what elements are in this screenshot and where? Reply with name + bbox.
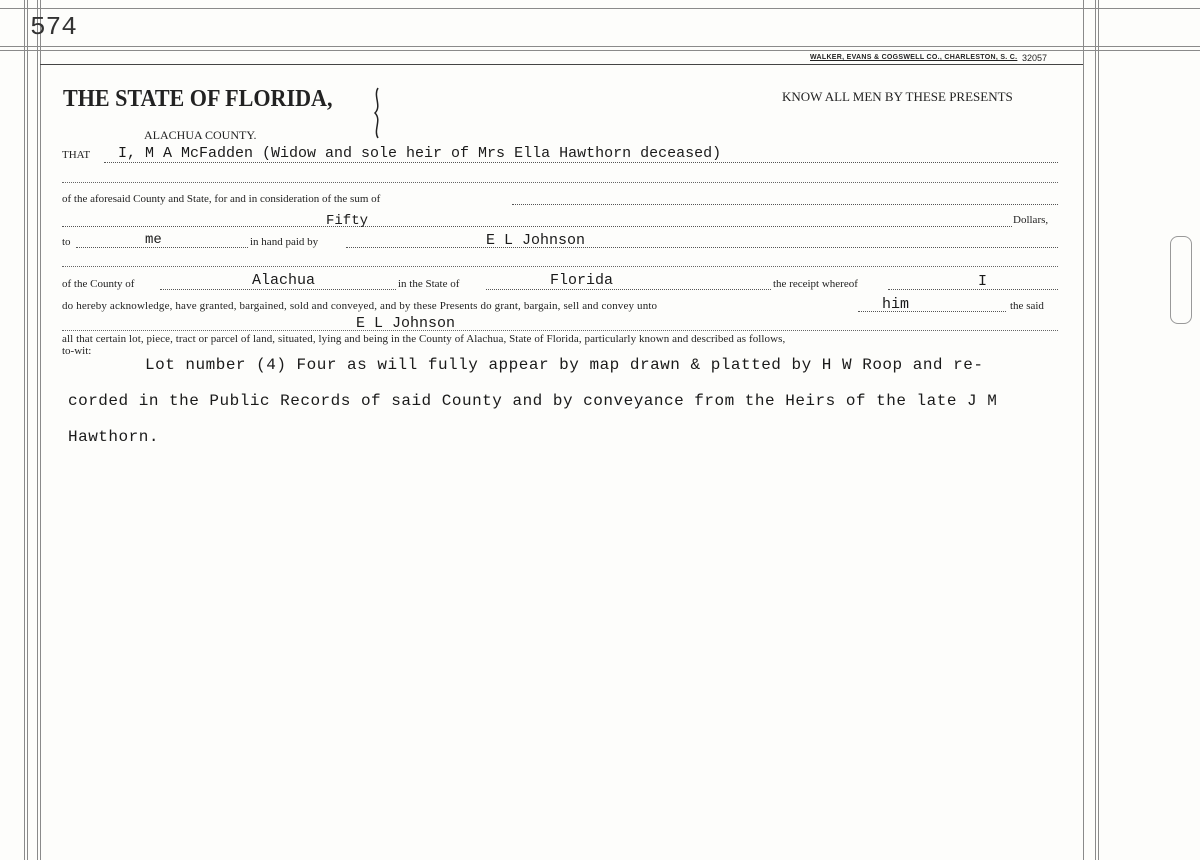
fill-line — [858, 311, 1006, 312]
printer-imprint: WALKER, EVANS & COGSWELL CO., CHARLESTON, S. C. — [810, 54, 1018, 61]
fill-line — [62, 226, 1012, 227]
margin-line — [1098, 0, 1099, 860]
parcel-text: all that certain lot, piece, tract or parcel of land, situated, lying and being in the County of Alachua, State of Florida, particularly known and described as follows, — [62, 333, 786, 345]
margin-line — [1095, 0, 1096, 860]
fill-line — [346, 247, 1058, 248]
binder-tab — [1170, 236, 1192, 324]
margin-line — [27, 0, 28, 860]
the-said-label: the said — [1010, 300, 1044, 312]
know-all-heading: KNOW ALL MEN BY THESE PRESENTS — [782, 89, 1013, 104]
to-label: to — [62, 236, 71, 248]
in-hand-label: in hand paid by — [250, 236, 319, 248]
margin-line — [40, 0, 41, 860]
that-label: THAT — [62, 149, 91, 161]
document-title: THE STATE OF FLORIDA, — [63, 86, 333, 112]
margin-line — [1083, 0, 1084, 860]
description-line: Hawthorn. — [68, 428, 159, 446]
fill-line — [160, 289, 396, 290]
receipt-value: I — [978, 273, 988, 290]
county-label: ALACHUA COUNTY. — [144, 128, 257, 142]
paid-by-value: E L Johnson — [486, 232, 586, 249]
blank-line — [62, 266, 1058, 267]
margin-line — [24, 0, 25, 860]
grantor-name: I, M A McFadden (Widow and sole heir of Mrs Ella Hawthorn deceased) — [118, 145, 722, 162]
receipt-label: the receipt whereof — [773, 278, 858, 290]
fill-line — [76, 247, 248, 248]
convey-to-value: him — [882, 296, 910, 313]
fill-line — [888, 289, 1058, 290]
to-wit-label: to-wit: — [62, 345, 92, 357]
top-rule — [40, 64, 1083, 65]
in-state-label: in the State of — [398, 278, 460, 290]
top-rule — [0, 46, 1200, 47]
paid-to-value: me — [145, 232, 162, 248]
blank-line — [62, 182, 1058, 183]
top-rule — [0, 8, 1200, 9]
fill-line — [62, 330, 1058, 331]
page-number: 574 — [30, 12, 77, 42]
dollars-label: Dollars, — [1013, 214, 1049, 226]
form-number: 32057 — [1022, 53, 1048, 63]
margin-line — [37, 0, 38, 860]
description-line: corded in the Public Records of said County and by conveyance from the Heirs of the late J M — [68, 392, 998, 410]
fill-line — [512, 204, 1058, 205]
fill-line — [486, 289, 771, 290]
acknowledge-text: do hereby acknowledge, have granted, bargained, sold and conveyed, and by these Presents do grant, bargain, sell and convey unto — [62, 300, 658, 312]
consideration-text: of the aforesaid County and State, for and in consideration of the sum of — [62, 193, 381, 205]
brace-mark — [370, 86, 384, 140]
amount-value: Fifty — [326, 213, 369, 229]
county-value: Alachua — [252, 272, 316, 289]
fill-line — [104, 162, 1058, 163]
state-value: Florida — [550, 272, 614, 289]
grantee-value: E L Johnson — [356, 315, 456, 332]
top-rule — [0, 50, 1200, 51]
of-county-label: of the County of — [62, 278, 135, 290]
description-line: Lot number (4) Four as will fully appear by map drawn & platted by H W Roop and re- — [145, 356, 984, 374]
